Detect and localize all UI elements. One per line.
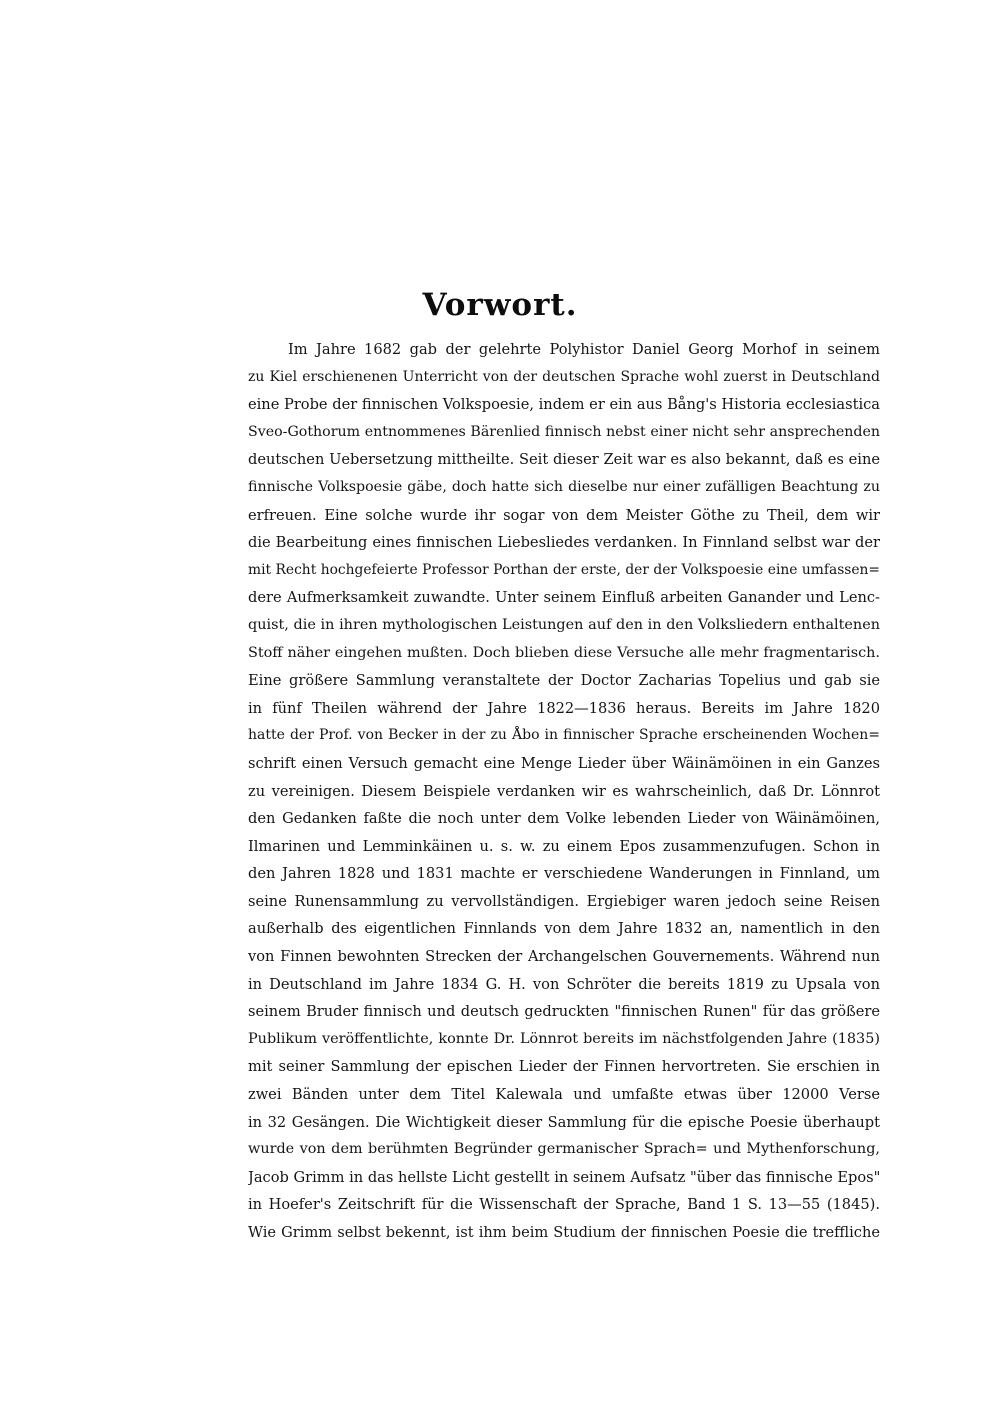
text-line: Wie Grimm selbst bekennt, ist ihm beim Studium der finnischen Poesie die treffliche [248, 1224, 880, 1241]
text-line: in Hoefer's Zeitschrift für die Wissenschaft der Sprache, Band 1 S. 13—55 (1845). [248, 1196, 880, 1214]
text-line: schrift einen Versuch gemacht eine Menge Lieder über Wäinämöinen in ein Ganzes [248, 754, 880, 772]
text-line: Publikum veröffentlichte, konnte Dr. Lönnrot bereits im nächstfolgenden Jahre (1835) [248, 1030, 880, 1047]
text-line: wurde von dem berühmten Begründer germanischer Sprach= und Mythenforschung, [248, 1141, 880, 1158]
text-line: den Gedanken faßte die noch unter dem Volke lebenden Lieder von Wäinämöinen, [248, 810, 880, 828]
text-line: mit Recht hochgefeierte Professor Porthan der erste, der der Volkspoesie eine umfassen= [248, 561, 880, 578]
text-line: zwei Bänden unter dem Titel Kalewala und umfaßte etwas über 12000 Verse [248, 1086, 880, 1104]
text-line: in 32 Gesängen. Die Wichtigkeit dieser Sammlung für die epische Poesie überhaupt [248, 1113, 880, 1131]
text-line: hatte der Prof. von Becker in der zu Åbo in finnischer Sprache erscheinenden Wochen= [248, 727, 880, 744]
text-line: in Deutschland im Jahre 1834 G. H. von Schröter die bereits 1819 zu Upsala von [248, 975, 880, 993]
text-line: dere Aufmerksamkeit zuwandte. Unter seinem Einfluß arbeiten Ganander und Lenc- [248, 589, 880, 607]
text-line: zu vereinigen. Diesem Beispiele verdanken wir es wahrscheinlich, daß Dr. Lönnrot [248, 782, 880, 800]
text-line: Ilmarinen und Lemminkäinen u. s. w. zu einem Epos zusammenzufugen. Schon in [248, 837, 880, 855]
text-line: seinem Bruder finnisch und deutsch gedruckten "finnischen Runen" für das größere [248, 1003, 880, 1021]
text-line: erfreuen. Eine solche wurde ihr sogar von dem Meister Göthe zu Theil, dem wir [248, 506, 880, 524]
text-line: mit seiner Sammlung der epischen Lieder der Finnen hervortreten. Sie erschien in [248, 1058, 880, 1076]
text-line: finnische Volkspoesie gäbe, doch hatte sich dieselbe nur einer zufälligen Beachtung zu [248, 478, 880, 495]
text-line: in fünf Theilen während der Jahre 1822—1836 heraus. Bereits im Jahre 1820 [248, 699, 880, 717]
text-line: von Finnen bewohnten Strecken der Archangelschen Gouvernements. Während nun [248, 948, 880, 966]
text-line: quist, die in ihren mythologischen Leistungen auf den in den Volksliedern enthaltenen [248, 616, 880, 633]
text-line: seine Runensammlung zu vervollständigen. Ergiebiger waren jedoch seine Reisen [248, 892, 880, 910]
text-line: Im Jahre 1682 gab der gelehrte Polyhistor Daniel Georg Morhof in seinem [288, 341, 880, 358]
text-line: deutschen Uebersetzung mittheilte. Seit dieser Zeit war es also bekannt, daß es eine [248, 451, 880, 469]
text-line: außerhalb des eigentlichen Finnlands von dem Jahre 1832 an, namentlich in den [248, 920, 880, 938]
text-line: Stoff näher eingehen mußten. Doch blieben diese Versuche alle mehr fragmentarisch. [248, 644, 880, 661]
page-heading: Vorwort. [422, 287, 578, 323]
text-line: Sveo-Gothorum entnommenes Bärenlied finnisch nebst einer nicht sehr ansprechenden [248, 423, 880, 440]
text-line: Jacob Grimm in das hellste Licht gestellt in seinem Aufsatz "über das finnische Epos" [248, 1168, 880, 1186]
body-text [248, 336, 880, 1247]
text-line: eine Probe der finnischen Volkspoesie, indem er ein aus Bång's Historia ecclesiastica [248, 396, 880, 414]
text-line: Eine größere Sammlung veranstaltete der Doctor Zacharias Topelius und gab sie [248, 672, 880, 690]
text-line: zu Kiel erschienenen Unterricht von der deutschen Sprache wohl zuerst in Deutschland [248, 368, 880, 385]
text-line: die Bearbeitung eines finnischen Liebesliedes verdanken. In Finnland selbst war der [248, 534, 880, 552]
text-line: den Jahren 1828 und 1831 machte er verschiedene Wanderungen in Finnland, um [248, 865, 880, 883]
